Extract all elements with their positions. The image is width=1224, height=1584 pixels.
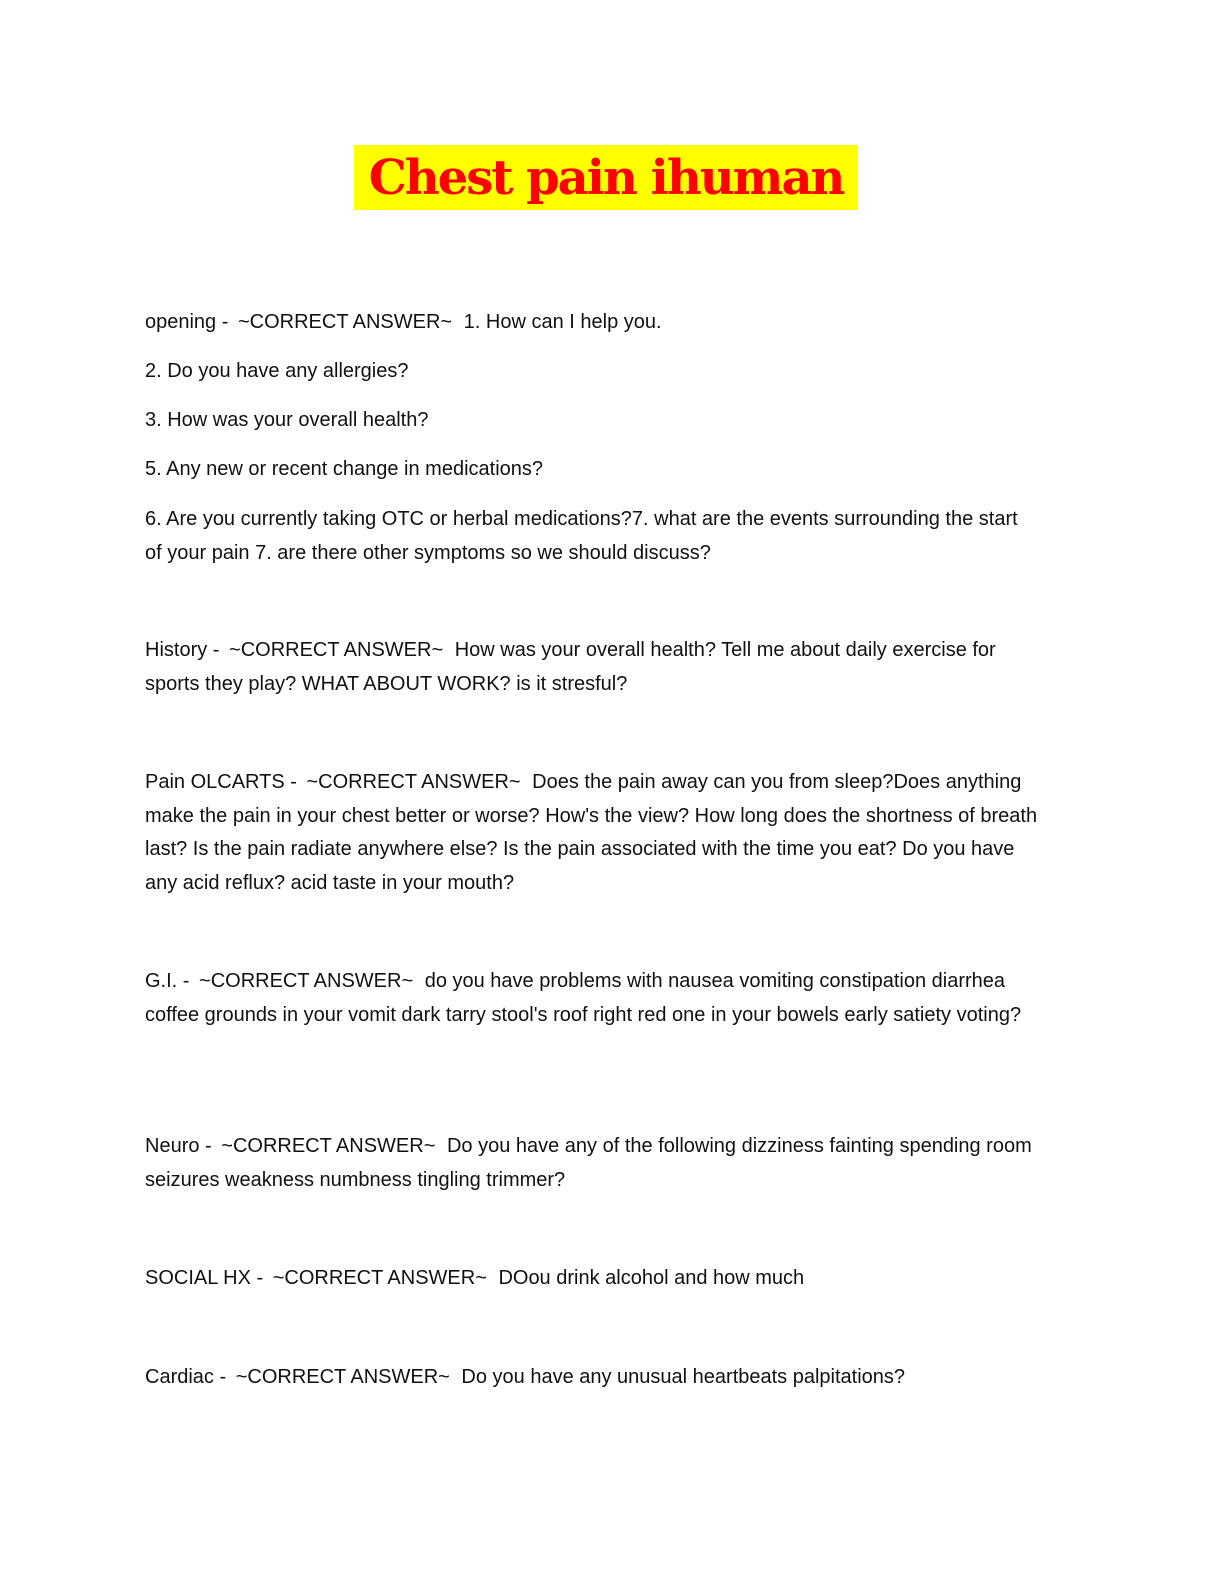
- entry-label: SOCIAL HX -: [145, 1267, 264, 1289]
- answer-marker: ~CORRECT ANSWER~: [221, 1135, 436, 1157]
- qa-entry-pain-olcarts: [145, 766, 1045, 900]
- entry-answer: Do you have any unusual heartbeats palpitations?: [461, 1366, 906, 1388]
- entry-answer: DOou drink alcohol and how much: [498, 1267, 805, 1289]
- entry-label: Neuro -: [145, 1135, 212, 1157]
- answer-marker: ~CORRECT ANSWER~: [235, 1366, 450, 1388]
- entry-text: 3. How was your overall health?: [145, 409, 429, 431]
- qa-entry-line: [145, 404, 1075, 438]
- qa-entry-line: [145, 453, 1075, 487]
- qa-entry-line: [145, 355, 1075, 389]
- page-title: Chest pain ihuman: [368, 149, 844, 206]
- entry-text: 5. Any new or recent change in medications?: [145, 458, 544, 480]
- qa-entry-gi: [145, 965, 1050, 1032]
- entry-answer: 1. How can I help you.: [463, 311, 662, 333]
- entry-answer: Do you have any of the following dizziness fainting spending room seizures weakness numbness tingling trimmer?: [145, 1135, 1032, 1191]
- qa-entry-opening: [145, 306, 1075, 340]
- entry-text: 6. Are you currently taking OTC or herbal medications?7. what are the events surrounding the start of your pain 7. are there other symptoms so we should discuss?: [145, 508, 1018, 564]
- answer-marker: ~CORRECT ANSWER~: [237, 311, 453, 333]
- entry-text: 2. Do you have any allergies?: [145, 360, 409, 382]
- entry-label: Pain OLCARTS -: [145, 771, 297, 793]
- entry-label: Cardiac -: [145, 1366, 227, 1388]
- qa-entry-cardiac: [145, 1361, 1075, 1395]
- qa-entry-neuro: [145, 1130, 1075, 1197]
- title-highlight: [354, 145, 858, 210]
- qa-entry-history: [145, 634, 1035, 701]
- entry-answer: Does the pain away can you from sleep?Does anything make the pain in your chest better or worse? How's the view? How long does the shortness of breath last? Is the pain radiate anywhere else? Is the pain associated with the time you eat? Do you have any acid reflux? acid taste in your mouth?: [145, 771, 1038, 894]
- qa-entry-social-hx: [145, 1262, 1075, 1296]
- answer-marker: ~CORRECT ANSWER~: [199, 970, 414, 992]
- answer-marker: ~CORRECT ANSWER~: [306, 771, 521, 793]
- entry-label: G.I. -: [145, 970, 190, 992]
- answer-marker: ~CORRECT ANSWER~: [272, 1267, 487, 1289]
- entry-answer: do you have problems with nausea vomiting constipation diarrhea coffee grounds in your vomit dark tarry stool's roof right red one in your bowels early satiety voting?: [145, 970, 1022, 1026]
- entry-label: History -: [145, 639, 220, 661]
- answer-marker: ~CORRECT ANSWER~: [229, 639, 444, 661]
- entry-label: opening -: [145, 311, 229, 333]
- qa-entry-line: [145, 503, 1035, 570]
- entry-answer: How was your overall health? Tell me about daily exercise for sports they play? WHAT ABOUT WORK? is it stresful?: [145, 639, 996, 695]
